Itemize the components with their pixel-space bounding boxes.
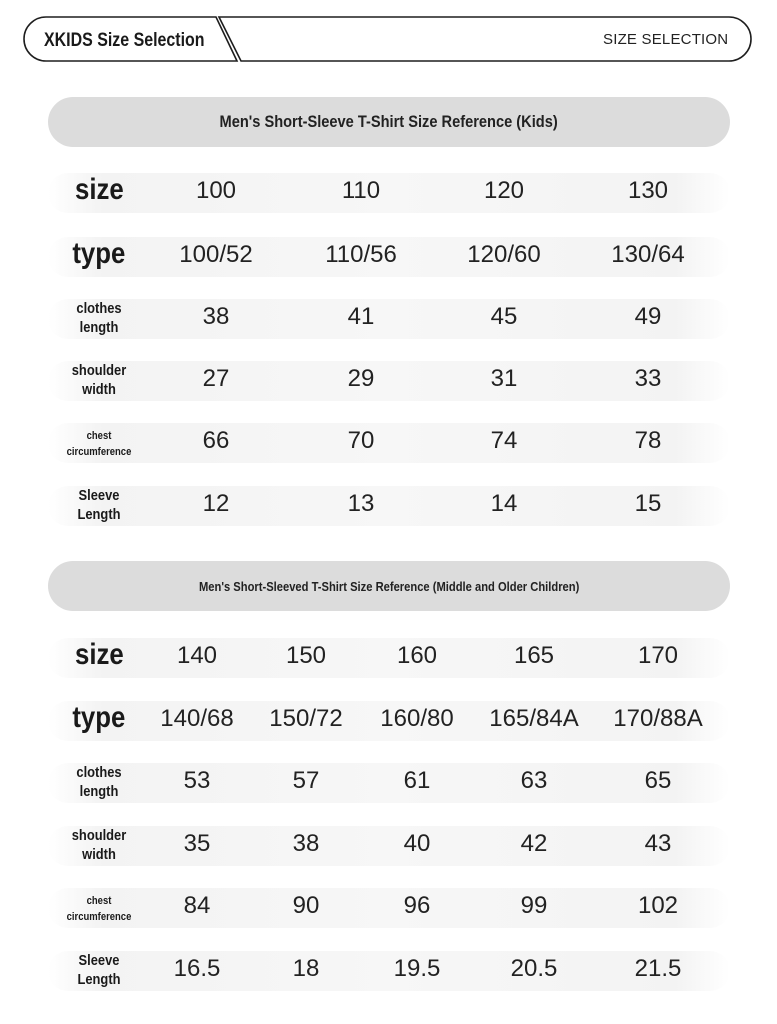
row-label-text: type: [72, 237, 126, 270]
table-cell-chest-circumference: 90: [292, 892, 320, 919]
table-cell-shoulder-width: 42: [520, 830, 548, 857]
table-cell-chest-circumference: 99: [520, 892, 548, 919]
table-cell-clothes-length: 65: [644, 767, 672, 794]
brand-title: XKIDS Size Selection: [44, 30, 205, 51]
row-label-text: Sleeve Length: [77, 487, 121, 523]
table-cell-chest-circumference: 78: [634, 427, 662, 454]
row-label-text: clothes length: [76, 764, 122, 800]
table-cell-chest-circumference: 66: [202, 427, 230, 454]
header-subtitle: SIZE SELECTION: [603, 31, 729, 48]
row-label-size: [49, 171, 149, 209]
table-cell-size: 150: [285, 642, 327, 669]
row-label-chest-circumference: [49, 429, 149, 461]
header-banner: [0, 0, 777, 70]
table-cell-type: 170/88A: [613, 705, 703, 732]
table-cell-size: 130: [627, 177, 669, 204]
table-cell-type: 160/80: [380, 705, 454, 732]
section-title-kids-text: Men's Short-Sleeve T-Shirt Size Reference (Kids): [219, 112, 559, 131]
table-cell-type: 110/56: [325, 241, 397, 268]
table-cell-shoulder-width: 40: [403, 830, 431, 857]
table-cell-clothes-length: 61: [403, 767, 431, 794]
table-cell-clothes-length: 53: [183, 767, 211, 794]
table-cell-size: 100: [195, 177, 237, 204]
table-cell-chest-circumference: 102: [637, 892, 679, 919]
table-cell-type: 120/60: [467, 241, 541, 268]
table-cell-sleeve-length: 13: [347, 490, 375, 517]
table-cell-chest-circumference: 74: [490, 427, 518, 454]
table-cell-sleeve-length: 14: [490, 490, 518, 517]
table-cell-clothes-length: 49: [634, 303, 662, 330]
table-cell-size: 120: [483, 177, 525, 204]
section-title-older-children-text: Men's Short-Sleeved T-Shirt Size Reference (Middle and Older Children): [198, 578, 580, 594]
row-label-shoulder-width: [49, 362, 149, 400]
row-label-text: Sleeve Length: [77, 952, 121, 988]
table-cell-type: 100/52: [179, 241, 253, 268]
table-cell-clothes-length: 45: [490, 303, 518, 330]
row-label-text: shoulder width: [71, 362, 127, 398]
row-label-text: chest circumference: [66, 895, 132, 923]
row-label-text: size: [74, 638, 124, 671]
table-cell-shoulder-width: 38: [292, 830, 320, 857]
row-label-text: clothes length: [76, 300, 122, 336]
table-cell-clothes-length: 41: [347, 303, 375, 330]
section-title-kids: [48, 97, 730, 147]
table-cell-shoulder-width: 27: [202, 365, 230, 392]
table-cell-clothes-length: 38: [202, 303, 230, 330]
table-cell-sleeve-length: 20.5: [510, 955, 558, 982]
row-label-text: shoulder width: [71, 827, 127, 863]
table-cell-clothes-length: 63: [520, 767, 548, 794]
table-cell-chest-circumference: 96: [403, 892, 431, 919]
table-cell-type: 165/84A: [489, 705, 579, 732]
row-label-sleeve-length: [49, 487, 149, 525]
table-cell-chest-circumference: 70: [347, 427, 375, 454]
table-cell-clothes-length: 57: [292, 767, 320, 794]
table-cell-shoulder-width: 29: [347, 365, 375, 392]
table-cell-shoulder-width: 43: [644, 830, 672, 857]
table-cell-type: 150/72: [269, 705, 343, 732]
table-cell-shoulder-width: 31: [490, 365, 518, 392]
section-title-older-children: [48, 561, 730, 611]
table-cell-shoulder-width: 33: [634, 365, 662, 392]
table-cell-type: 130/64: [611, 241, 685, 268]
row-label-type: [49, 235, 149, 273]
row-label-clothes-length: [49, 300, 149, 338]
table-cell-sleeve-length: 21.5: [634, 955, 682, 982]
table-cell-shoulder-width: 35: [183, 830, 211, 857]
table-cell-sleeve-length: 15: [634, 490, 662, 517]
table-cell-type: 140/68: [160, 705, 234, 732]
table-cell-size: 165: [513, 642, 555, 669]
table-cell-size: 170: [637, 642, 679, 669]
table-cell-sleeve-length: 12: [202, 490, 230, 517]
table-cell-size: 140: [176, 642, 218, 669]
table-cell-sleeve-length: 18: [292, 955, 320, 982]
row-label-text: size: [74, 173, 124, 206]
table-cell-chest-circumference: 84: [183, 892, 211, 919]
table-cell-sleeve-length: 16.5: [173, 955, 221, 982]
table-cell-size: 110: [341, 177, 381, 204]
row-label-text: chest circumference: [66, 430, 132, 458]
table-cell-size: 160: [396, 642, 438, 669]
row-label-text: type: [72, 701, 126, 734]
table-cell-sleeve-length: 19.5: [393, 955, 441, 982]
